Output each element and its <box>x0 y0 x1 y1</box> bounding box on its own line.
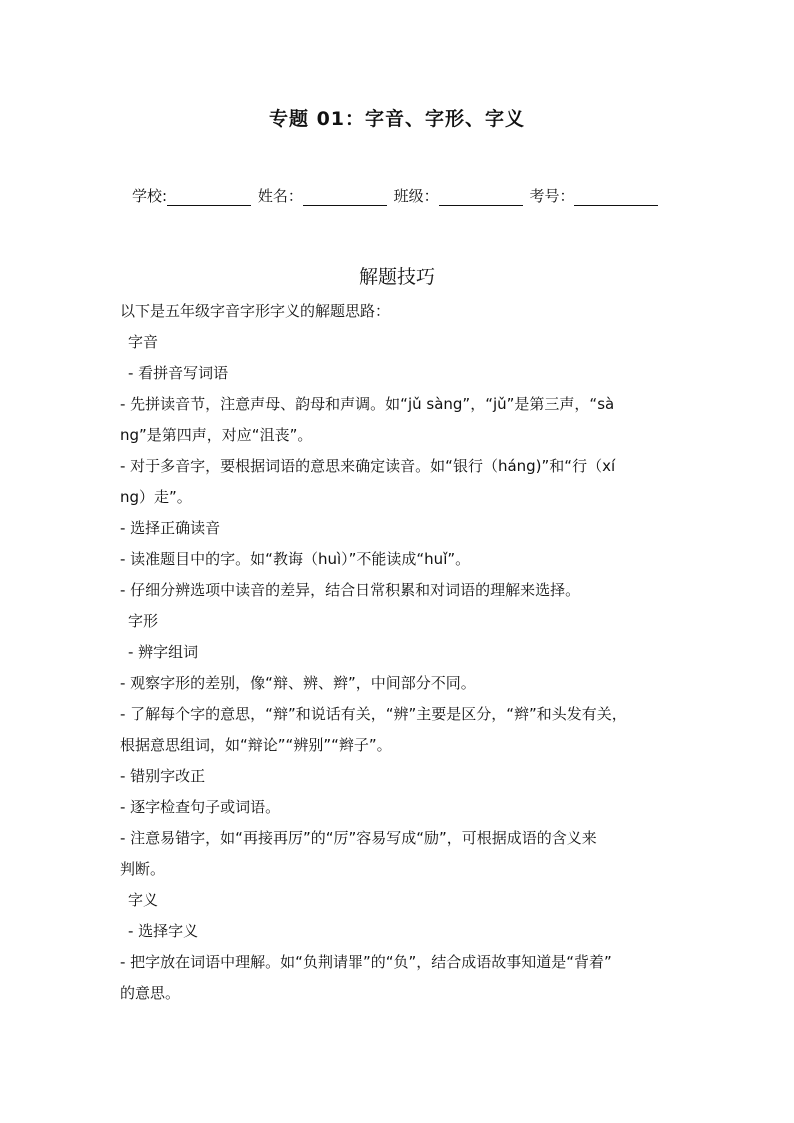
intro-line: 以下是五年级字音字形字义的解题思路： <box>120 302 391 320</box>
list-item: ng）走”。 <box>120 488 192 506</box>
list-item: - 了解每个字的意思，“辩”和说话有关，“辨”主要是区分，“辫”和头发有关， <box>120 705 627 723</box>
name-label: 姓名： <box>257 187 303 205</box>
subheading-pronunciation: 字音 <box>128 333 159 351</box>
list-item: 根据意思组词，如“辩论”“辨别”“辫子”。 <box>120 736 392 754</box>
list-item: - 错别字改正 <box>120 767 206 785</box>
subheading-meaning: 字义 <box>128 891 159 909</box>
section-heading: 解题技巧 <box>358 266 435 288</box>
list-item: - 观察字形的差别，像“辩、辨、辫”，中间部分不同。 <box>120 674 476 692</box>
list-item: ng”是第四声，对应“沮丧”。 <box>120 426 313 444</box>
list-item: 判断。 <box>120 860 166 878</box>
list-item: - 先拼读音节，注意声母、韵母和声调。如“jǔ sàng”，“jǔ”是第三声，“sà <box>120 395 615 413</box>
exam-number-label: 考号： <box>529 187 575 205</box>
student-info-row <box>132 185 660 206</box>
page-title: 专题 01：字音、字形、字义 <box>268 108 526 130</box>
school-label: 学校: <box>132 187 168 205</box>
list-item: 的意思。 <box>120 984 181 1002</box>
list-item: - 仔细分辨选项中读音的差异，结合日常积累和对词语的理解来选择。 <box>120 581 581 599</box>
exam-number-blank[interactable] <box>574 189 658 206</box>
list-item: - 读准题目中的字。如“教诲（huì）”不能读成“huǐ”。 <box>120 550 471 568</box>
list-item: - 把字放在词语中理解。如“负荆请罪”的“负”，结合成语故事知道是“背着” <box>120 953 612 971</box>
list-item: - 看拼音写词语 <box>128 364 229 382</box>
list-item: - 选择字义 <box>128 922 199 940</box>
list-item: - 注意易错字，如“再接再厉”的“厉”容易写成“励”，可根据成语的含义来 <box>120 829 597 847</box>
class-label: 班级： <box>393 187 439 205</box>
school-blank[interactable] <box>167 189 251 206</box>
list-item: - 对于多音字，要根据词语的意思来确定读音。如“银行（háng)”和“行（xí <box>120 457 616 475</box>
class-blank[interactable] <box>439 189 523 206</box>
subheading-form: 字形 <box>128 612 159 630</box>
list-item: - 辨字组词 <box>128 643 199 661</box>
section-body <box>120 296 680 1009</box>
name-blank[interactable] <box>303 189 387 206</box>
list-item: - 逐字检查句子或词语。 <box>120 798 281 816</box>
list-item: - 选择正确读音 <box>120 519 221 537</box>
